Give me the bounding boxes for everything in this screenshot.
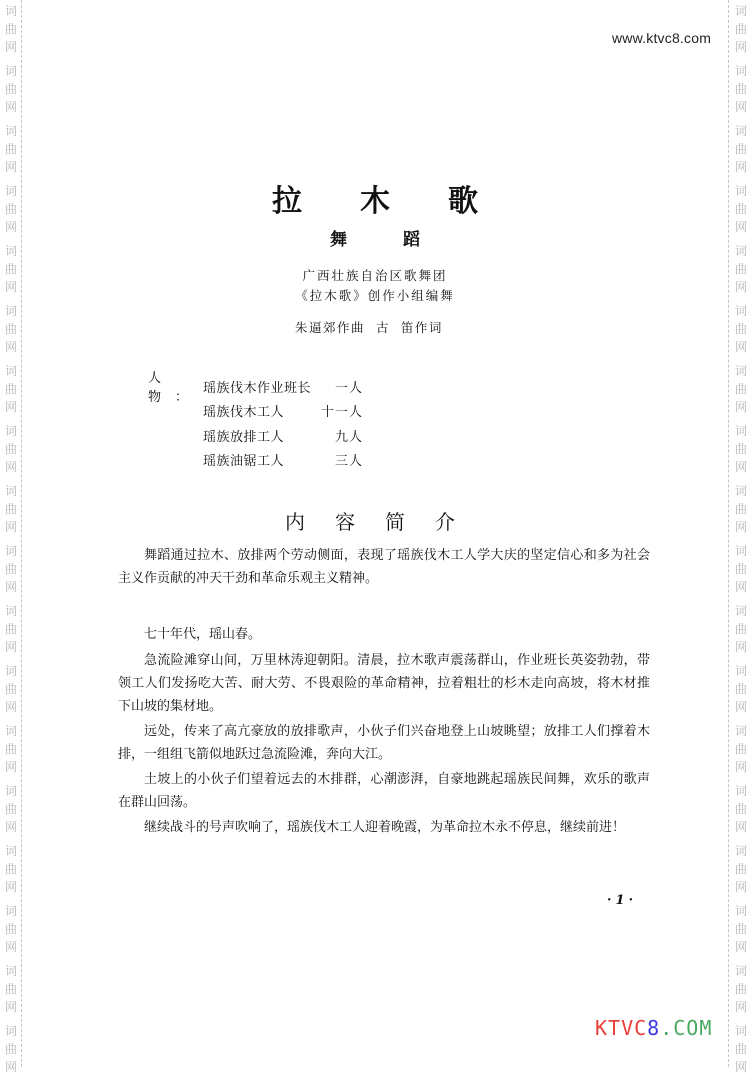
watermark-glyph-group bbox=[3, 62, 19, 116]
watermark-glyph-group bbox=[3, 422, 19, 476]
watermark-glyph: 网 bbox=[4, 880, 17, 894]
watermark-glyph: 网 bbox=[4, 460, 17, 474]
watermark-glyph-group bbox=[733, 722, 749, 776]
watermark-glyph: 词 bbox=[4, 664, 17, 678]
watermark-glyph: 网 bbox=[4, 640, 17, 654]
watermark-glyph: 词 bbox=[4, 964, 17, 978]
watermark-glyph: 网 bbox=[734, 280, 747, 294]
watermark-glyph: 曲 bbox=[4, 442, 17, 456]
character-list bbox=[148, 371, 363, 472]
genre-subtitle bbox=[330, 225, 420, 250]
right-margin-divider bbox=[728, 0, 729, 1067]
watermark-glyph: 网 bbox=[734, 520, 747, 534]
watermark-glyph: 词 bbox=[734, 1024, 747, 1038]
watermark-glyph: 曲 bbox=[734, 82, 747, 96]
character-count: 一人 bbox=[334, 380, 363, 396]
watermark-glyph: 网 bbox=[734, 700, 747, 714]
watermark-glyph: 网 bbox=[4, 100, 17, 114]
watermark-glyph: 词 bbox=[734, 424, 747, 438]
character-count: 三人 bbox=[334, 454, 363, 470]
watermark-column-left bbox=[0, 0, 20, 1074]
watermark-glyph: 网 bbox=[4, 760, 17, 774]
site-logo bbox=[595, 1016, 712, 1040]
logo-part-2: 8 bbox=[647, 1016, 661, 1040]
watermark-glyph: 网 bbox=[734, 220, 747, 234]
title-char: 木 bbox=[360, 184, 390, 219]
watermark-glyph: 网 bbox=[4, 1000, 17, 1014]
watermark-glyph: 网 bbox=[4, 700, 17, 714]
synopsis-paragraph: 急流险滩穿山间，万里林涛迎朝阳。清晨，拉木歌声震荡群山，作业班长英姿勃勃，带领工人们发扬吃大苦、耐大劳、不畏艰险的革命精神，拉着粗壮的杉木走向高坡，将木材推下山坡的集材地。 bbox=[118, 653, 650, 714]
character-row bbox=[148, 448, 363, 473]
watermark-glyph-group bbox=[733, 542, 749, 596]
watermark-glyph: 词 bbox=[734, 304, 747, 318]
watermark-glyph-group bbox=[3, 242, 19, 296]
watermark-glyph: 网 bbox=[734, 1000, 747, 1014]
watermark-glyph: 曲 bbox=[4, 862, 17, 876]
watermark-glyph: 词 bbox=[4, 244, 17, 258]
watermark-glyph: 词 bbox=[734, 4, 747, 18]
synopsis-paragraph: 七十年代，瑶山春。 bbox=[144, 627, 262, 642]
watermark-glyph: 网 bbox=[734, 460, 747, 474]
watermark-glyph: 曲 bbox=[734, 922, 747, 936]
watermark-glyph: 网 bbox=[4, 40, 17, 54]
watermark-glyph: 曲 bbox=[4, 322, 17, 336]
watermark-glyph: 曲 bbox=[4, 622, 17, 636]
watermark-glyph: 网 bbox=[4, 340, 17, 354]
org-line-1: 广西壮族自治区歌舞团 bbox=[302, 268, 448, 283]
watermark-glyph: 词 bbox=[4, 784, 17, 798]
watermark-glyph: 曲 bbox=[4, 82, 17, 96]
watermark-glyph-group bbox=[3, 2, 19, 56]
watermark-glyph: 词 bbox=[734, 184, 747, 198]
left-margin-divider bbox=[21, 0, 22, 1067]
watermark-glyph: 词 bbox=[4, 64, 17, 78]
watermark-glyph: 词 bbox=[734, 364, 747, 378]
watermark-glyph: 词 bbox=[4, 184, 17, 198]
watermark-glyph: 词 bbox=[4, 424, 17, 438]
watermark-glyph-group bbox=[733, 482, 749, 536]
watermark-glyph: 曲 bbox=[734, 682, 747, 696]
watermark-glyph: 网 bbox=[4, 520, 17, 534]
watermark-column-right bbox=[730, 0, 750, 1074]
watermark-glyph: 词 bbox=[4, 4, 17, 18]
watermark-glyph-group bbox=[3, 602, 19, 656]
watermark-glyph: 网 bbox=[734, 160, 747, 174]
watermark-glyph: 曲 bbox=[734, 502, 747, 516]
watermark-glyph: 曲 bbox=[734, 1042, 747, 1056]
watermark-glyph: 词 bbox=[734, 544, 747, 558]
watermark-glyph: 曲 bbox=[4, 562, 17, 576]
composer-lyricist-credit: 朱逼郊作曲 古 笛作词 bbox=[295, 320, 443, 335]
watermark-glyph: 曲 bbox=[734, 262, 747, 276]
watermark-glyph: 网 bbox=[734, 40, 747, 54]
watermark-glyph: 网 bbox=[4, 820, 17, 834]
watermark-glyph-group bbox=[733, 122, 749, 176]
watermark-glyph: 曲 bbox=[734, 322, 747, 336]
watermark-glyph: 曲 bbox=[4, 502, 17, 516]
character-row bbox=[148, 423, 363, 448]
watermark-glyph: 词 bbox=[734, 484, 747, 498]
watermark-glyph: 曲 bbox=[4, 262, 17, 276]
watermark-glyph-group bbox=[733, 662, 749, 716]
character-label: 人 物： bbox=[148, 371, 203, 406]
watermark-glyph: 网 bbox=[4, 280, 17, 294]
genre-char: 蹈 bbox=[403, 230, 420, 250]
watermark-glyph: 曲 bbox=[4, 142, 17, 156]
watermark-glyph: 曲 bbox=[734, 382, 747, 396]
watermark-glyph-group bbox=[3, 122, 19, 176]
watermark-glyph-group bbox=[3, 842, 19, 896]
logo-part-1: KTVC bbox=[595, 1016, 648, 1040]
watermark-glyph: 曲 bbox=[4, 202, 17, 216]
title-char: 歌 bbox=[448, 184, 478, 219]
watermark-glyph: 曲 bbox=[734, 862, 747, 876]
watermark-glyph: 网 bbox=[4, 940, 17, 954]
watermark-glyph: 词 bbox=[4, 364, 17, 378]
watermark-glyph: 网 bbox=[4, 1060, 17, 1074]
heading-char: 内 bbox=[285, 510, 305, 534]
watermark-glyph-group bbox=[3, 542, 19, 596]
title-char: 拉 bbox=[272, 184, 302, 219]
watermark-glyph-group bbox=[733, 302, 749, 356]
watermark-glyph-group bbox=[733, 362, 749, 416]
watermark-glyph-group bbox=[733, 2, 749, 56]
watermark-glyph-group bbox=[733, 602, 749, 656]
genre-char: 舞 bbox=[330, 230, 347, 250]
watermark-glyph: 词 bbox=[4, 304, 17, 318]
choreography-credit bbox=[290, 266, 460, 306]
watermark-glyph: 词 bbox=[734, 784, 747, 798]
watermark-glyph: 曲 bbox=[734, 802, 747, 816]
watermark-glyph: 词 bbox=[4, 484, 17, 498]
watermark-glyph-group bbox=[733, 902, 749, 956]
synopsis-heading bbox=[285, 506, 455, 535]
character-role: 瑶族伐木工人 bbox=[203, 405, 285, 421]
watermark-glyph-group bbox=[733, 842, 749, 896]
watermark-glyph: 词 bbox=[4, 724, 17, 738]
watermark-glyph-group bbox=[733, 782, 749, 836]
watermark-glyph-group bbox=[733, 962, 749, 1016]
watermark-glyph: 曲 bbox=[734, 562, 747, 576]
watermark-glyph: 词 bbox=[4, 904, 17, 918]
watermark-glyph-group bbox=[733, 62, 749, 116]
watermark-glyph: 曲 bbox=[734, 622, 747, 636]
watermark-glyph: 词 bbox=[734, 64, 747, 78]
watermark-glyph: 曲 bbox=[734, 142, 747, 156]
character-role: 瑶族放排工人 bbox=[203, 429, 285, 445]
watermark-glyph: 词 bbox=[734, 964, 747, 978]
watermark-glyph-group bbox=[3, 362, 19, 416]
watermark-glyph-group bbox=[733, 242, 749, 296]
watermark-glyph: 曲 bbox=[734, 742, 747, 756]
synopsis-paragraph: 舞蹈通过拉木、放排两个劳动侧面，表现了瑶族伐木工人学大庆的坚定信心和多为社会主义作贡献的冲天干劲和革命乐观主义精神。 bbox=[118, 548, 650, 586]
watermark-glyph: 网 bbox=[4, 220, 17, 234]
synopsis-paragraph: 土坡上的小伙子们望着远去的木排群，心潮澎湃，自豪地跳起瑶族民间舞，欢乐的歌声在群山回荡。 bbox=[118, 772, 650, 810]
watermark-glyph: 词 bbox=[4, 544, 17, 558]
watermark-glyph-group bbox=[733, 1022, 749, 1076]
watermark-glyph: 网 bbox=[4, 580, 17, 594]
page-number: ·1· bbox=[607, 893, 638, 908]
watermark-glyph-group bbox=[3, 1022, 19, 1076]
heading-char: 简 bbox=[385, 510, 405, 534]
watermark-glyph: 网 bbox=[4, 400, 17, 414]
watermark-glyph: 网 bbox=[734, 880, 747, 894]
watermark-glyph: 曲 bbox=[4, 982, 17, 996]
watermark-glyph: 词 bbox=[734, 604, 747, 618]
watermark-glyph: 网 bbox=[734, 1060, 747, 1074]
watermark-glyph: 曲 bbox=[4, 1042, 17, 1056]
watermark-glyph-group bbox=[733, 182, 749, 236]
character-role: 瑶族伐木作业班长 bbox=[203, 380, 312, 396]
watermark-glyph: 词 bbox=[4, 1024, 17, 1038]
watermark-glyph: 词 bbox=[734, 244, 747, 258]
character-row bbox=[148, 371, 363, 406]
watermark-glyph-group bbox=[3, 182, 19, 236]
logo-part-3: .COM bbox=[660, 1016, 713, 1040]
watermark-glyph: 网 bbox=[734, 940, 747, 954]
watermark-glyph-group bbox=[3, 662, 19, 716]
watermark-glyph-group bbox=[3, 782, 19, 836]
character-count: 十一人 bbox=[320, 405, 363, 421]
watermark-glyph: 网 bbox=[734, 100, 747, 114]
watermark-glyph: 网 bbox=[734, 640, 747, 654]
watermark-glyph-group bbox=[3, 722, 19, 776]
watermark-glyph: 曲 bbox=[4, 802, 17, 816]
site-url: www.ktvc8.com bbox=[612, 30, 712, 46]
watermark-glyph-group bbox=[3, 962, 19, 1016]
watermark-glyph: 曲 bbox=[4, 682, 17, 696]
watermark-glyph: 网 bbox=[734, 580, 747, 594]
watermark-glyph: 曲 bbox=[734, 982, 747, 996]
watermark-glyph-group bbox=[3, 302, 19, 356]
synopsis-paragraph: 远处，传来了高亢豪放的放排歌声，小伙子们兴奋地登上山坡眺望；放排工人们撑着木排，一组组飞箭似地跃过急流险滩，奔向大江。 bbox=[118, 724, 650, 762]
watermark-glyph: 曲 bbox=[734, 202, 747, 216]
synopsis-paragraph: 继续战斗的号声吹响了，瑶族伐木工人迎着晚霞，为革命拉木永不停息，继续前进！ bbox=[144, 820, 626, 835]
watermark-glyph: 词 bbox=[734, 844, 747, 858]
watermark-glyph: 曲 bbox=[4, 742, 17, 756]
watermark-glyph-group bbox=[3, 482, 19, 536]
heading-char: 介 bbox=[435, 510, 455, 534]
watermark-glyph: 曲 bbox=[4, 22, 17, 36]
watermark-glyph: 词 bbox=[734, 664, 747, 678]
page-title bbox=[250, 176, 500, 220]
heading-char: 容 bbox=[335, 510, 355, 534]
watermark-glyph: 曲 bbox=[4, 922, 17, 936]
watermark-glyph-group bbox=[733, 422, 749, 476]
watermark-glyph-group bbox=[3, 902, 19, 956]
watermark-glyph: 网 bbox=[734, 400, 747, 414]
watermark-glyph: 网 bbox=[4, 160, 17, 174]
watermark-glyph: 曲 bbox=[734, 442, 747, 456]
watermark-glyph: 词 bbox=[4, 124, 17, 138]
watermark-glyph: 词 bbox=[734, 124, 747, 138]
watermark-glyph: 词 bbox=[4, 844, 17, 858]
watermark-glyph: 网 bbox=[734, 760, 747, 774]
watermark-glyph: 曲 bbox=[4, 382, 17, 396]
watermark-glyph: 曲 bbox=[734, 22, 747, 36]
watermark-glyph: 词 bbox=[4, 604, 17, 618]
watermark-glyph: 网 bbox=[734, 340, 747, 354]
watermark-glyph: 词 bbox=[734, 904, 747, 918]
watermark-glyph: 词 bbox=[734, 724, 747, 738]
character-role: 瑶族油锯工人 bbox=[203, 454, 285, 470]
org-line-2: 《拉木歌》创作小组编舞 bbox=[295, 288, 455, 303]
watermark-glyph: 网 bbox=[734, 820, 747, 834]
character-count: 九人 bbox=[334, 429, 363, 445]
